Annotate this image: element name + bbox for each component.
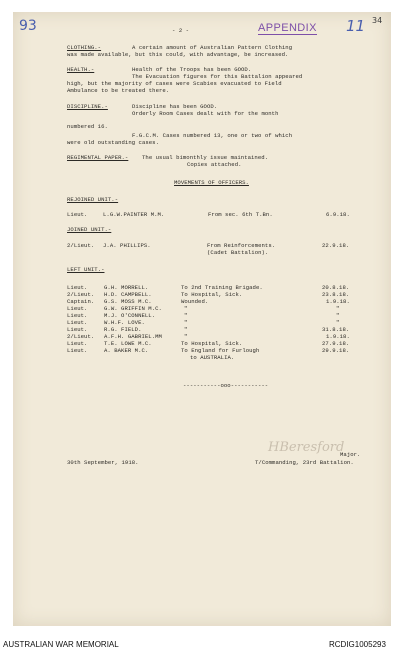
page-marker: - 2 -	[172, 27, 190, 34]
row-date: "	[336, 319, 340, 326]
row-date: "	[336, 305, 340, 312]
signature-title: T/Commanding, 23rd Battalion.	[255, 459, 354, 466]
row-detail: "	[184, 319, 188, 326]
discipline-line-5: were old outstanding cases.	[67, 139, 159, 146]
row-name: G.S. MOSS M.C.	[104, 298, 152, 305]
rejoined-heading: REJOINED UNIT.-	[67, 196, 119, 203]
discipline-line-2: Orderly Room Cases dealt with for the month	[132, 110, 279, 117]
health-heading: HEALTH.-	[67, 66, 95, 73]
row-date: "	[336, 312, 340, 319]
row-date: 31.8.18.	[322, 326, 350, 333]
row-name: A. BAKER M.C.	[104, 347, 149, 354]
row-rank: 2/Lieut.	[67, 333, 95, 340]
clothing-heading: CLOTHING.-	[67, 44, 102, 51]
joined-detail-1: From Reinforcements.	[207, 242, 276, 249]
row-detail: To 2nd Training Brigade.	[181, 284, 263, 291]
row-rank: Lieut.	[67, 347, 88, 354]
row-name: R.G. FIELD.	[104, 326, 142, 333]
row-date: 23.8.18.	[322, 291, 350, 298]
appendix-stamp: APPENDIX	[258, 22, 317, 34]
clothing-line-2: was made available, but this could, with advantage, be increased.	[67, 51, 289, 58]
row-name: G.H. MORRELL.	[104, 284, 149, 291]
discipline-line-4: F.G.C.M. Cases numbered 13, one or two of which	[132, 132, 293, 139]
movements-title: MOVEMENTS OF OFFICERS.	[174, 179, 249, 186]
regimental-paper-line-2: Copies attached.	[187, 161, 242, 168]
regimental-paper-line-1: The usual bimonthly issue maintained.	[142, 154, 269, 161]
row-date: 1.9.18.	[326, 333, 350, 340]
health-line-3: high, but the majority of cases were Scabies evacuated to Field	[67, 80, 282, 87]
row-name: H.D. CAMPBELL.	[104, 291, 152, 298]
row-date: 1.9.18.	[326, 298, 350, 305]
corner-number: 34	[372, 16, 383, 25]
row-detail: "	[184, 326, 188, 333]
row-detail: "	[184, 333, 188, 340]
row-detail: "	[184, 312, 188, 319]
row-rank: Lieut.	[67, 305, 88, 312]
row-name: M.J. O'CONNELL.	[104, 312, 156, 319]
row-detail: To Hospital, Sick.	[181, 340, 243, 347]
health-line-1: Health of the Troops has been GOOD.	[132, 66, 252, 73]
left-continuation: to AUSTRALIA.	[190, 354, 235, 361]
row-detail: Wounded.	[181, 298, 209, 305]
row-name: G.W. GRIFFIN M.C.	[104, 305, 162, 312]
row-date: 27.9.18.	[322, 340, 350, 347]
section-divider: -----------ooo-----------	[183, 382, 269, 389]
joined-detail-2: (Cadet Battalion).	[207, 249, 269, 256]
row-rank: Lieut.	[67, 340, 88, 347]
margin-number: 93	[19, 18, 37, 34]
joined-heading: JOINED UNIT.-	[67, 226, 112, 233]
joined-rank: 2/Lieut.	[67, 242, 95, 249]
joined-name: J.A. PHILLIPS.	[103, 242, 151, 249]
clothing-line-1: A certain amount of Australian Pattern Clothing	[132, 44, 293, 51]
left-heading: LEFT UNIT.-	[67, 266, 105, 273]
signature-rank: Major.	[340, 451, 361, 458]
row-date: 20.8.18.	[322, 284, 350, 291]
rejoined-detail: From sec. 6th T.Bn.	[208, 211, 273, 218]
row-rank: Lieut.	[67, 319, 88, 326]
row-name: W.H.F. LOVE.	[104, 319, 145, 326]
signature-date: 30th September, 1918.	[67, 459, 139, 466]
row-name: A.F.H. GABRIEL.MM	[104, 333, 162, 340]
discipline-line-3: numbered 16.	[67, 123, 108, 130]
health-line-4: Ambulance to be treated there.	[67, 87, 170, 94]
row-rank: 2/Lieut.	[67, 291, 95, 298]
row-date: 29.9.18.	[322, 347, 350, 354]
footer-source: AUSTRALIAN WAR MEMORIAL	[3, 640, 119, 649]
row-rank: Captain.	[67, 298, 95, 305]
joined-date: 22.9.18.	[322, 242, 350, 249]
row-rank: Lieut.	[67, 284, 88, 291]
rejoined-name: L.G.W.PAINTER M.M.	[103, 211, 165, 218]
health-line-2: The Evacuation figures for this Battalion appeared	[132, 73, 303, 80]
row-detail: "	[184, 305, 188, 312]
row-detail: To England for Furlough	[181, 347, 260, 354]
rejoined-rank: Lieut.	[67, 211, 88, 218]
footer-reference: RCDIG1005293	[329, 640, 386, 649]
appendix-number: 11	[346, 17, 366, 35]
faint-signature: HBeresford	[268, 440, 345, 455]
rejoined-date: 6.9.18.	[326, 211, 350, 218]
row-detail: To Hospital, Sick.	[181, 291, 243, 298]
row-rank: Lieut.	[67, 312, 88, 319]
row-name: T.E. LOWE M.C.	[104, 340, 152, 347]
discipline-line-1: Discipline has been GOOD.	[132, 103, 218, 110]
row-rank: Lieut.	[67, 326, 88, 333]
regimental-paper-heading: REGIMENTAL PAPER.-	[67, 154, 129, 161]
discipline-heading: DISCIPLINE.-	[67, 103, 108, 110]
